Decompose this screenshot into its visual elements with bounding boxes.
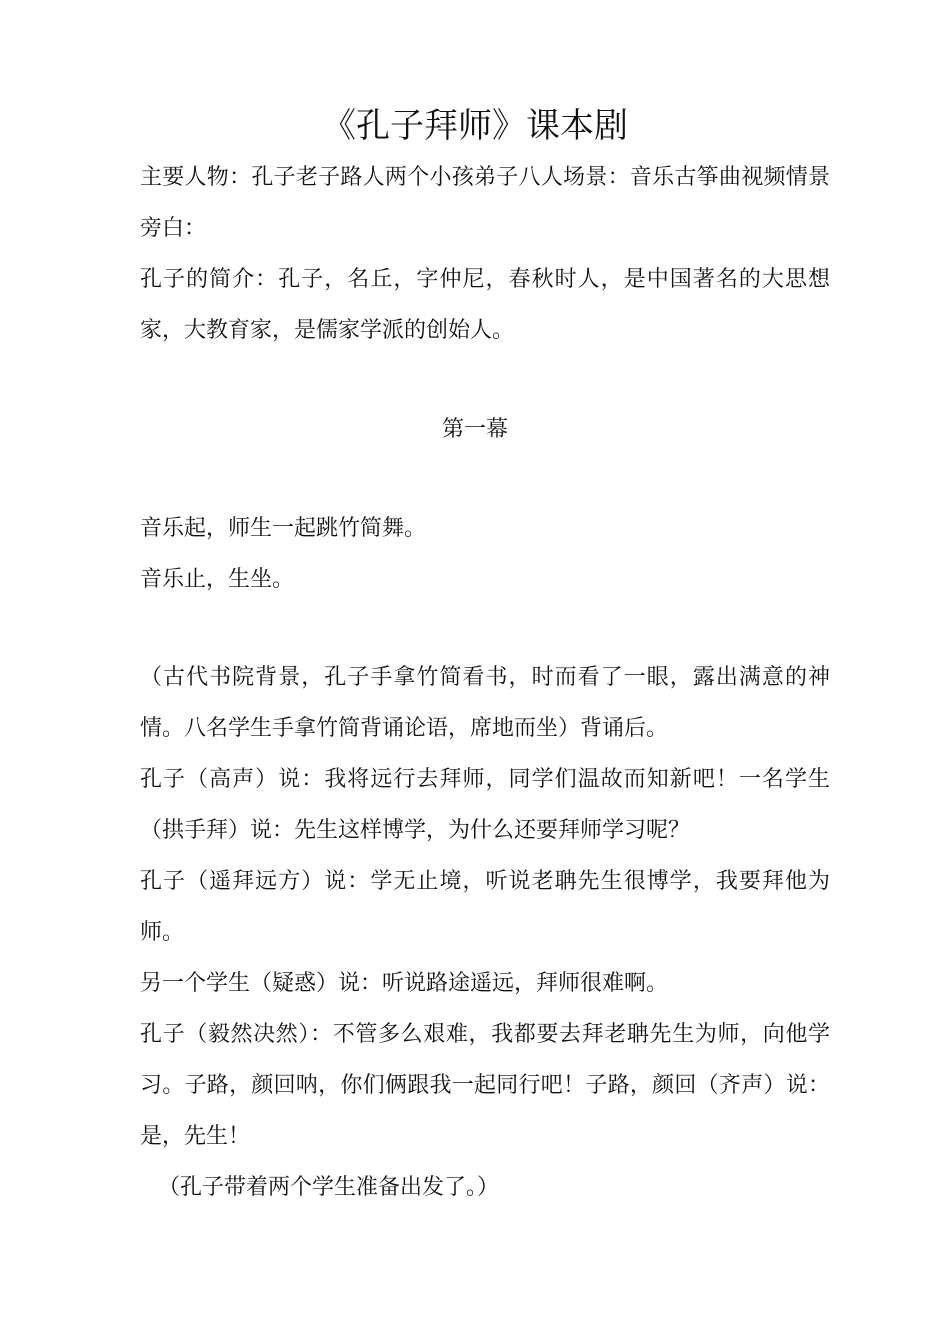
stage-direction-paragraph: （孔子带着两个学生准备出发了。）: [158, 1175, 500, 1200]
music-stop-paragraph: 音乐止，生坐。: [140, 567, 295, 592]
scene-description-paragraph: （古代书院背景，孔子手拿竹简看书，时而看了一眼，露出满意的神情。八名学生手拿竹简背诵论语，席地而坐）背诵后。: [140, 665, 830, 741]
document-title: 《孔子拜师》课本剧: [322, 106, 628, 146]
confucius-intro-paragraph: 孔子的简介：孔子，名丘，字仲尼，春秋时人，是中国著名的大思想家，大教育家，是儒家学派的创始人。: [140, 267, 830, 343]
characters-paragraph: 主要人物：孔子老子路人两个小孩弟子八人场景：音乐古筝曲视频情景旁白：: [140, 165, 830, 241]
dialogue-paragraph-2: 孔子（遥拜远方）说：学无止境，听说老聃先生很博学，我要拜他为师。: [140, 869, 830, 945]
dialogue-paragraph-3: 另一个学生（疑惑）说：听说路途遥远，拜师很难啊。: [140, 971, 669, 996]
dialogue-paragraph-1: 孔子（高声）说：我将远行去拜师，同学们温故而知新吧！一名学生（拱手拜）说：先生这样博学，为什么还要拜师学习呢？: [140, 767, 830, 843]
act-heading: 第一幕: [441, 417, 508, 442]
dialogue-paragraph-4: 孔子（毅然决然）：不管多么艰难，我都要去拜老聃先生为师，向他学习。子路，颜回呐，你们俩跟我一起同行吧！子路，颜回（齐声）说：是，先生！: [140, 1022, 830, 1149]
music-start-paragraph: 音乐起，师生一起跳竹简舞。: [140, 516, 427, 541]
